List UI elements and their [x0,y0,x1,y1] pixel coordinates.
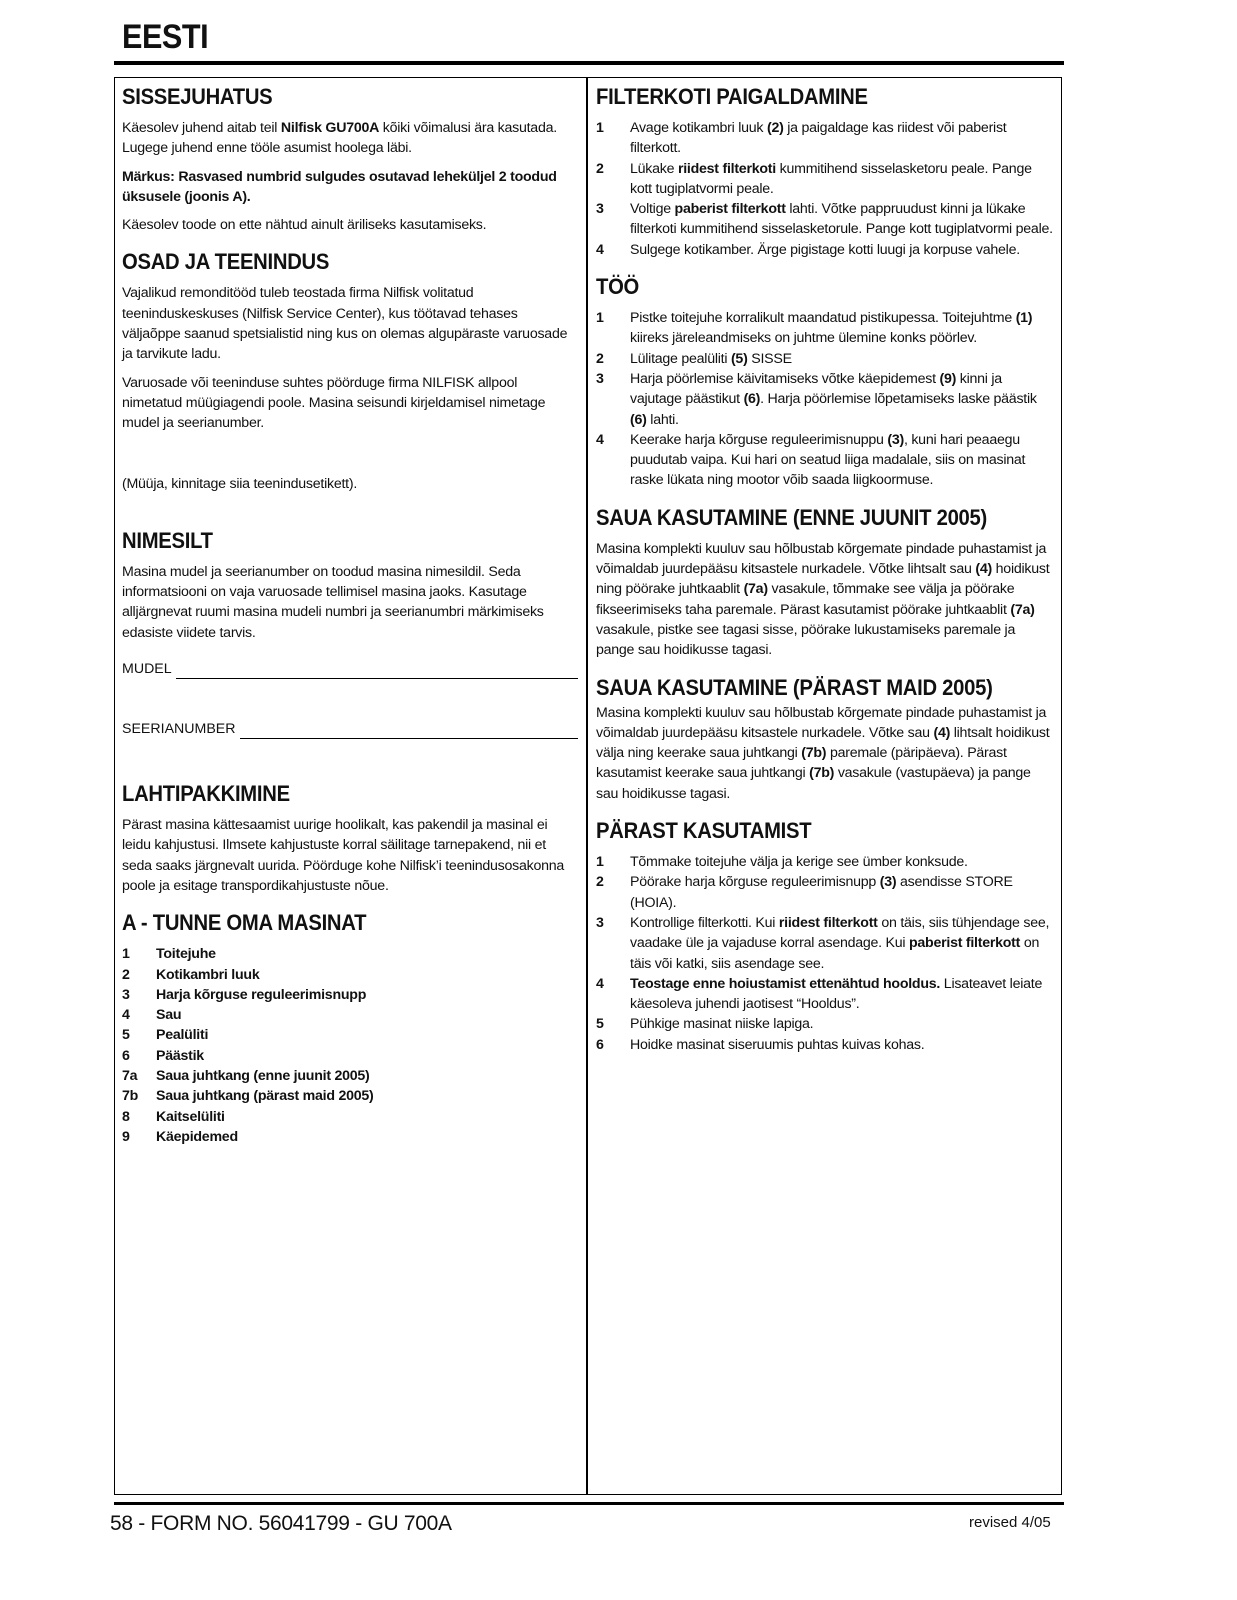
list-item [596,159,1054,200]
text: Masina komplekti kuuluv sau hõlbustab kõrgemate pindade puhastamist ja võimaldab juurdepääsu kitsastele nurkadele. Võtke lihtsalt sau [596,540,1047,578]
list-item [122,985,578,1005]
steps-list [596,308,1054,491]
emphasis: riidest filterkoti [677,160,776,177]
step-number: 4 [596,241,604,258]
ref: (9) [939,370,957,387]
step-number: 4 [596,431,604,448]
list-item [122,944,578,964]
column-divider [586,77,588,1495]
footer-rule [114,1502,1064,1505]
list-item [596,1014,1054,1034]
text: Avage kotikambri luuk [630,120,767,136]
product-name: Nilfisk GU700A [280,120,380,136]
text: Käesolev juhend aitab teil [122,120,281,136]
text: lahti. [646,411,679,428]
list-item [596,872,1054,913]
step-number: 2 [596,350,604,367]
section-parts-service [122,249,578,493]
step-number: 3 [596,370,604,387]
item-label: Harja kõrguse reguleerimisnupp [156,986,367,1003]
list-item [596,974,1054,1015]
list-item [596,852,1054,872]
item-label: Toitejuhe [156,946,216,963]
item-label: Saua juhtkang (pärast maid 2005) [156,1088,374,1105]
list-item [596,369,1054,430]
emphasis: paberist filterkott [909,935,1021,952]
step-number: 6 [596,1036,604,1053]
list-item [596,349,1054,369]
list-item [596,240,1054,260]
text: Harja pöörlemise käivitamiseks võtke käepidemest [630,370,940,387]
text: Voltige [630,201,675,218]
ref: (2) [766,120,784,136]
service-paragraph: Vajalikud remonditööd tuleb teostada firma Nilfisk volitatud teeninduskeskuses (Nilfisk Service Center), kus töötavad tehases väljaõppe saanud spetsialistid ning kus on olemas algupäraste varuosade ja tarvikute ladu. [122,285,568,363]
item-number: 7b [122,1088,139,1105]
text: lahti. Võtke pappruudust kinni ja lükake filterkoti kummitihend sisselasketorule. Pange kott tugiplatvormi peale. [630,201,1053,238]
item-label: Sau [156,1007,182,1024]
list-item [596,1035,1054,1055]
section-nameplate [122,528,578,739]
steps-list [596,118,1054,260]
section-operation [596,274,1054,491]
item-number: 2 [122,966,130,983]
step-number: 5 [596,1016,604,1033]
left-column [122,84,578,1161]
list-item [122,1066,578,1086]
list-item [596,118,1054,159]
footer-form-number: 58 - FORM NO. 56041799 - GU 700A [110,1512,452,1535]
step-number: 1 [596,120,604,136]
ref: (6) [630,411,647,428]
unpacking-paragraph: Pärast masina kättesaamist uurige hoolikalt, kas pakendil ja masinal ei leidu kahjustusi. Ilmsete kahjustuste korral säilitage tarnepakend, nii et seda saaks järgnevalt uurida. Pöörduge kohe Nilfisk’i teenindusosakonna poole ja esitage transpordikahjustuste nõue. [122,817,565,894]
serial-number-field[interactable] [122,719,578,739]
step-number: 2 [596,160,604,177]
ref: (4) [975,561,992,578]
list-item [596,913,1054,974]
section-heading: PÄRAST KASUTAMIST [596,818,812,844]
page-title: EESTI [122,18,209,56]
item-label: Kotikambri luuk [156,966,260,983]
list-item [596,430,1054,491]
text: Tõmmake toitejuhe välja ja kerige see ümber konksude. [630,854,968,871]
title-rule [114,61,1064,65]
step-number: 2 [596,874,604,891]
wand-before-paragraph [596,539,1054,661]
text: Lisateavet leiate käesoleva juhendi jaotisest “Hooldus”. [630,975,1043,1013]
section-wand-after-may-2005 [596,675,1054,804]
parts-list [122,944,578,1147]
section-wand-before-june-2005 [596,505,1054,661]
section-heading: FILTERKOTI PAIGALDAMINE [596,84,868,109]
list-item [596,308,1054,349]
text: lihtsalt hoidikust välja ning keerake saua juhtkangi [596,724,1050,762]
text: on täis, siis tühjendage see, vaadake üle ja vajaduse korral asendage. Kui [630,914,1050,952]
text: asendisse STORE (HOIA). [630,874,1013,911]
text: Masina komplekti kuuluv sau hõlbustab kõrgemate pindade puhastamist ja võimaldab juurdepääsu kitsastele nurkadele. Võtke sau [596,704,1047,741]
ref: (7b) [801,745,827,762]
step-number: 3 [596,914,604,931]
text: paremale (päripäeva). Pärast kasutamist keerake saua juhtkangi [596,745,1007,782]
section-introduction [122,84,578,235]
text: on täis või katki, siis asendage see. [630,935,1040,972]
section-unpacking [122,781,578,896]
model-blank-line[interactable] [176,664,578,679]
dealer-label-note: (Müüja, kinnitage siia teenindusetikett). [122,475,358,492]
text: SISSE [747,350,792,367]
text: Hoidke masinat siseruumis puhtas kuivas kohas. [630,1036,925,1053]
section-heading: OSAD JA TEENINDUS [122,249,330,275]
section-heading: SISSEJUHATUS [122,84,273,109]
text: vasakule, tõmmake see välja ja pöörake fikseerimiseks taha paremale. Pärast kasutamist pöörake juhtkaablit [596,581,1015,618]
list-item [122,1107,578,1127]
step-number: 1 [596,310,604,327]
text: Lülitage pealüliti [630,350,731,367]
intro-paragraph [122,118,578,159]
nameplate-paragraph: Masina mudel ja seerianumber on toodud masina nimesildil. Seda informatsiooni on vaja varuosade tellimisel masina jaoks. Kasutage alljärgnevat ruumi masina mudeli numbri ja seerianumbri märkimiseks edasiste viidete tarvis. [122,563,544,641]
serial-number-label: SEERIANUMBER [122,721,236,738]
serial-number-blank-line[interactable] [240,724,578,739]
text: , kuni hari peaaegu puudutab vaipa. Kui hari on seatud liiga madalale, siis on masinat raske lükata ning mootor võib saada liigkoormuse. [630,431,1026,489]
text: kõiki võimalusi ära kasutada. Lugege juhend enne tööle asumist hoolega läbi. [122,120,557,157]
section-filter-bag-install [596,84,1054,260]
item-number: 6 [122,1047,130,1064]
item-label: Kaitselüliti [156,1108,225,1125]
text: kummitihend sisselasketoru peale. Pange kott tugiplatvormi peale. [630,160,1032,197]
text: ja paigaldage kas riidest või paberist filterkott. [630,120,1007,157]
ref: (6) [743,391,761,408]
item-label: Käepidemed [156,1128,238,1145]
right-column [596,84,1054,1069]
step-number: 3 [596,201,604,218]
item-number: 3 [122,986,130,1003]
text: Kontrollige filterkotti. Kui [630,914,779,931]
section-heading: A - TUNNE OMA MASINAT [122,910,367,936]
text: vasakule, pistke see tagasi sisse, pöörake lukustamiseks paremale ja pange sau hoidikusse tagasi. [596,621,1016,659]
list-item [122,1046,578,1066]
section-heading: NIMESILT [122,527,213,553]
list-item [122,1025,578,1045]
item-number: 1 [122,946,130,963]
text: kiireks järeleandmiseks on juhtme ülemine konks pöörlev. [630,330,977,347]
section-heading: SAUA KASUTAMINE (ENNE JUUNIT 2005) [596,504,987,530]
section-heading: LAHTIPAKKIMINE [122,781,290,807]
service-contact-paragraph: Varuosade või teeninduse suhtes pöörduge firma NILFISK allpool nimetatud müügiagendi poole. Masina seisundi kirjeldamisel nimetage mudel ja seerianumber. [122,374,546,432]
item-number: 8 [122,1108,130,1125]
list-item [596,199,1054,240]
ref: (7a) [1010,601,1035,618]
item-number: 5 [122,1027,130,1044]
ref: (3) [879,874,897,891]
usage-paragraph: Käesolev toode on ette nähtud ainult äriliseks kasutamiseks. [122,217,487,234]
step-number: 1 [596,854,604,871]
steps-list [596,852,1054,1055]
wand-after-paragraph [596,703,1054,804]
list-item [122,1005,578,1025]
section-heading: SAUA KASUTAMINE (PÄRAST MAID 2005) [596,674,993,700]
section-after-use [596,818,1054,1055]
ref: (7b) [809,765,835,782]
text: Lükake [630,160,678,177]
item-number: 9 [122,1128,130,1145]
list-item [122,965,578,985]
ref: (5) [730,350,748,367]
footer-revision: revised 4/05 [969,1514,1051,1531]
text: Pöörake harja kõrguse reguleerimisnupp [630,874,880,891]
section-heading: TÖÖ [596,274,640,300]
emphasis: paberist filterkott [674,201,786,218]
ref: (4) [933,724,951,741]
step-number: 4 [596,975,604,992]
text: Pistke toitejuhe korralikult maandatud pistikupessa. Toitejuhtme [630,310,1016,327]
ref: (7a) [743,581,768,598]
ref: (3) [887,431,904,448]
text: Keerake harja kõrguse reguleerimisnuppu [630,431,888,448]
section-know-your-machine [122,910,578,1147]
text: Pühkige masinat niiske lapiga. [630,1016,814,1033]
item-label: Päästik [156,1047,204,1064]
item-number: 4 [122,1007,130,1024]
item-number: 7a [122,1068,138,1085]
emphasis: Teostage enne hoiustamist ettenähtud hooldus. [630,975,941,992]
text: hoidikust ning pöörake juhtkaablit [596,561,1050,598]
text: vasakule (vastupäeva) ja pange sau hoidikusse tagasi. [596,765,1031,802]
ref: (1) [1015,310,1033,327]
text: kinni ja vajutage päästikut [630,370,1002,408]
note-paragraph: Märkus: Rasvased numbrid sulgudes osutavad leheküljel 2 toodud üksusele (joonis A). [122,168,557,205]
item-label: Pealüliti [156,1027,209,1044]
emphasis: riidest filterkott [778,914,878,931]
text: . Harja pöörlemise lõpetamiseks laske päästik [760,391,1037,408]
item-label: Saua juhtkang (enne juunit 2005) [156,1068,370,1085]
text: Sulgege kotikamber. Ärge pigistage kotti luugi ja korpuse vahele. [630,241,1020,258]
list-item [122,1086,578,1106]
model-field[interactable] [122,659,578,679]
list-item [122,1127,578,1147]
model-label: MUDEL [122,661,172,678]
